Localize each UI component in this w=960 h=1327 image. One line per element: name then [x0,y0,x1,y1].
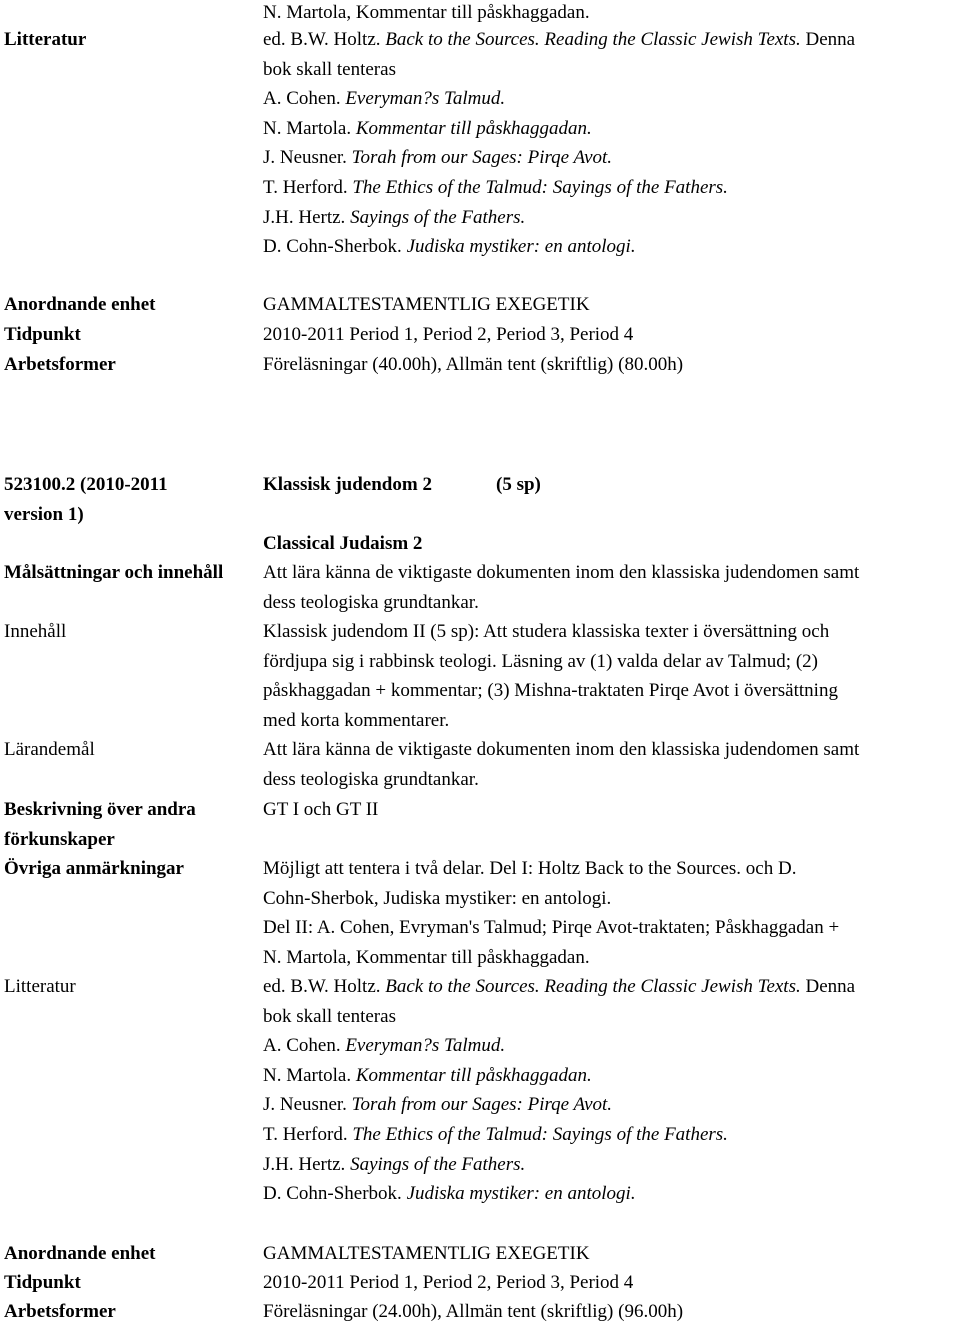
lit-item: N. Martola. Kommentar till påskhaggadan. [263,117,592,139]
document-page: N. Martola, Kommentar till påskhaggadan. Litteratur ed. B.W. Holtz. Back to the Sources. Reading the Classic Jewish Texts. Denna bok skall tenteras A. Cohen. Everyman?s Talmud. N. Martola. Kommentar till påskhaggadan. J. Neusner. Torah from our Sages: Pirqe Avot. T. Herford. The Ethics of the Talmud: Sayings of the Fathers. J.H. Hertz. Sayings of the Fathers. D. Cohn-Sherbok. Judiska mystiker: en antologi. Anordnande enhet GAMMALTESTAMENTLIG EXEGETIK Tidpunkt 2010-2011 Period 1, Period 2, Period 3, Period 4 Arbetsformer Föreläsningar (40.00h), Allmän tent (skriftlig) (80.00h) 523100.2 (2010-2011 version 1) Klassisk judendom 2 (5 sp) Classical Judaism 2 Målsättningar och innehåll Att lära känna de viktigaste dokumenten inom den klassiska judendomen samt dess teologiska grundtankar. Innehåll Klassisk judendom II (5 sp): Att studera klassiska texter i översättning och fördjupa sig i rabbinsk teologi. Läsning av (1) valda delar av Talmud; (2) påskhaggadan + kommentar; (3) Mishna-traktaten Pirqe Avot i översättning med korta kommentarer. Lärandemål Att lära känna de viktigaste dokumenten inom den klassiska judendomen samt dess teologiska grundtankar. Beskrivning över andra förkunskaper GT I och GT II Övriga anmärkningar Möjligt att tentera i två delar. Del I: Holtz Back to the Sources. och D. Cohn-Sherbok, Judiska mystiker: en antologi. Del II: A. Cohen, Evryman's Talmud; Pirqe Avot-traktaten; Påskhaggadan + N. Martola, Kommentar till påskhaggadan. Litteratur ed. B.W. Holtz. Back to the Sources. Reading the Classic Jewish Texts. Denna bok skall tenteras A. Cohen. Everyman?s Talmud. N. Martola. Kommentar till påskhaggadan. J. Neusner. Torah from our Sages: Pirqe Avot. T. Herford. The Ethics of the Talmud: Sayings of the Fathers. J.H. Hertz. Sayings of the Fathers. D. Cohn-Sherbok. Judiska mystiker: en antologi. Anordnande enhet GAMMALTESTAMENTLIG EXEGETIK Tidpunkt 2010-2011 Period 1, Period 2, Period 3, Period 4 Arbetsformer Föreläsningar (24.00h), Allmän tent (skriftlig) (96.00h) [0,0,960,1326]
lit-item: A. Cohen. Everyman?s Talmud. [263,88,506,110]
lit-item: D. Cohn-Sherbok. Judiska mystiker: en antologi. [263,236,636,258]
goals-text: Att lära känna de viktigaste dokumenten inom den klassiska judendomen samt dess teologiska grundtankar. [263,562,860,613]
learning-outcomes-label: Lärandemål [4,739,95,760]
other-notes-text: Möjligt att tentera i två delar. Del I: Holtz Back to the Sources. och D. Cohn-Sherbok, Judiska mystiker: en antologi. Del II: A. Cohen, Evryman's Talmud; Pirqe Avot-traktaten; Påskhaggadan + N. Martola, Kommentar till påskhaggadan. [263,858,840,968]
lit-item: ed. B.W. Holtz. Back to the Sources. Reading the Classic Jewish Texts. Denna [263,976,856,997]
lit-item: T. Herford. The Ethics of the Talmud: Sayings of the Fathers. [263,176,728,198]
lit-item: bok skall tenteras [263,1005,396,1027]
lit-item: J. Neusner. Torah from our Sages: Pirqe Avot. [263,147,613,169]
top-literature-list [263,25,960,262]
lit-item: J.H. Hertz. Sayings of the Fathers. [263,206,526,228]
goals-label: Målsättningar och innehåll [4,562,224,583]
prerequisites-text: GT I och GT II [263,799,379,820]
course-literature-list [263,972,960,1209]
course-title-sv: Klassisk judendom 2 [263,474,432,495]
other-notes-label: Övriga anmärkningar [4,858,184,879]
top-pre-line: N. Martola, Kommentar till påskhaggadan. [263,2,590,23]
lit-item: T. Herford. The Ethics of the Talmud: Sayings of the Fathers. [263,1123,728,1145]
lit-item: bok skall tenteras [263,58,396,80]
lit-item: D. Cohn-Sherbok. Judiska mystiker: en antologi. [263,1183,636,1205]
lit-item: A. Cohen. Everyman?s Talmud. [263,1035,506,1057]
course-credits: (5 sp) [496,474,541,495]
lit-item: ed. B.W. Holtz. Back to the Sources. Reading the Classic Jewish Texts. Denna [263,29,856,50]
course-code: 523100.2 (2010-2011 version 1) [4,474,168,525]
learning-outcomes-text: Att lära känna de viktigaste dokumenten inom den klassiska judendomen samt dess teologiska grundtankar. [263,739,860,790]
course-literature-label: Litteratur [4,976,76,997]
lit-item: N. Martola. Kommentar till påskhaggadan. [263,1064,592,1086]
content-text: Klassisk judendom II (5 sp): Att studera klassiska texter i översättning och fördjupa sig i rabbinsk teologi. Läsning av (1) valda delar av Talmud; (2) påskhaggadan + kommentar; (3) Mishna-traktaten Pirqe Avot i översättning med korta kommentarer. [263,621,838,731]
content-label: Innehåll [4,621,67,642]
course-title-en: Classical Judaism 2 [263,533,423,554]
lit-item: J. Neusner. Torah from our Sages: Pirqe Avot. [263,1094,613,1116]
top-literature-label: Litteratur [4,29,87,50]
prerequisites-label: Beskrivning över andra förkunskaper [4,799,196,850]
lit-item: J.H. Hertz. Sayings of the Fathers. [263,1153,526,1175]
course-heading [4,470,960,560]
